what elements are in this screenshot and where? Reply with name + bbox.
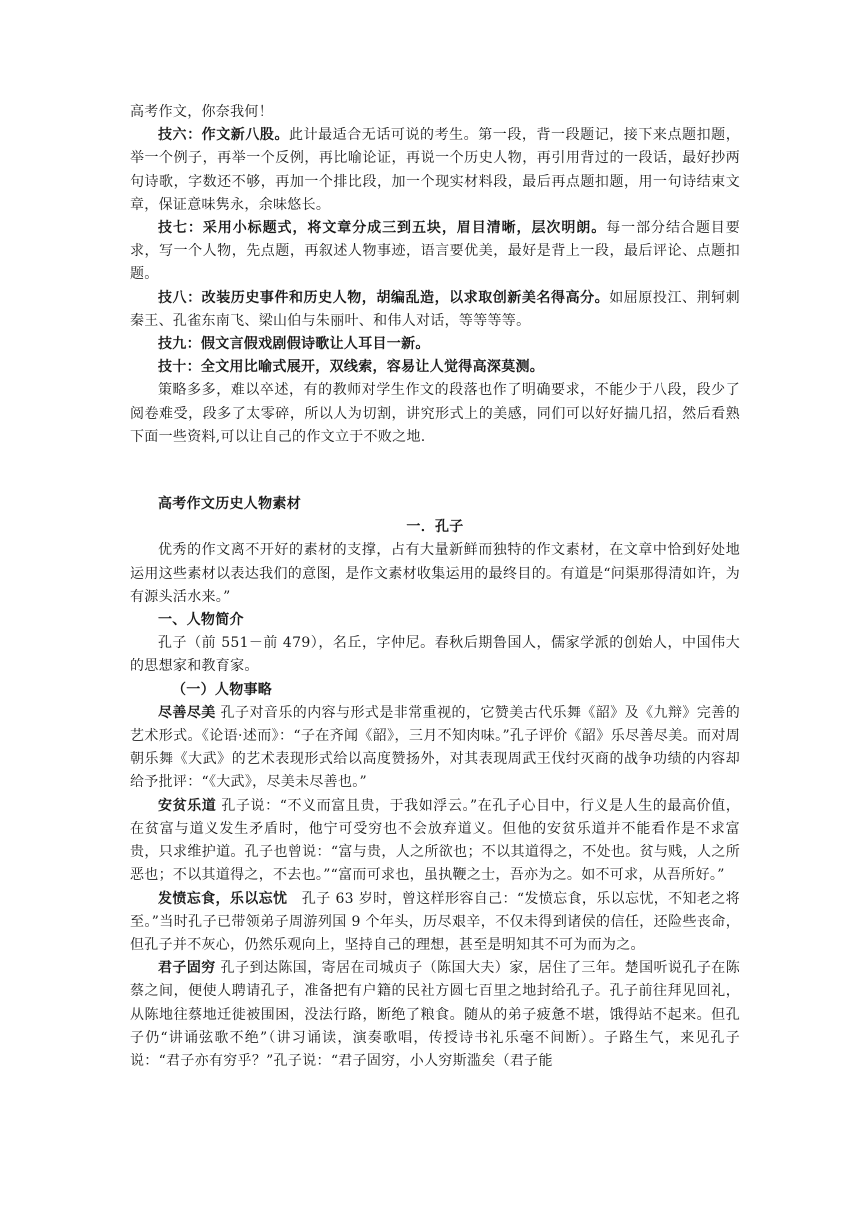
technique-7-text: 每一部分结合题目要求，写一个人物，先点题，再叙述人物事迹，语言要优美，最好是背上一段，最后评论、点题扣题。 bbox=[130, 220, 741, 283]
deed-hardship-text: 孔子到达陈国，寄居在司城贞子（陈国大夫）家，居住了三年。楚国听说孔子在陈蔡之间，便使人聘请孔子，准备把有户籍的民社方圆七百里之地封给孔子。孔子前往拜见回礼，从陈地往蔡地迁徙被围困，没法行路，断绝了粮食。随从的弟子疲惫不堪，饿得站不起来。但孔子仍“讲诵弦歌不绝”（讲习诵读，演奏歌唱，传授诗书礼乐毫不间断）。子路生气，来见孔子说：“君子亦有穷乎？”孔子说：“君子固穷，小人穷斯滥矣（君子能 bbox=[130, 960, 740, 1069]
deed-perfection-text: 孔子对音乐的内容与形式是非常重视的，它赞美古代乐舞《韶》及《九辩》完善的艺术形式。《论语·述而》：“子在齐闻《韶》，三月不知肉味。”孔子评价《韶》乐尽善尽美。而对周朝乐舞《大武》的艺术表现形式给以高度赞扬外，对其表现周武王伐纣灭商的战争功绩的内容却给予批评：“《大武》，尽美未尽善也。” bbox=[130, 704, 740, 791]
paragraph-deed-perfection bbox=[130, 702, 740, 795]
paragraph-technique-6 bbox=[130, 124, 740, 217]
technique-6-heading: 技六：作文新八股。 bbox=[158, 127, 290, 144]
paragraph-material-intro: 优秀的作文离不开好的素材的支撑，占有大量新鲜而独特的作文素材，在文章中恰到好处地运用这些素材以表达我们的意图，是作文素材收集运用的最终目的。有道是“问渠那得清如许，为有源头活水来。” bbox=[130, 542, 740, 605]
deed-perfection-heading: 尽善尽美 bbox=[158, 704, 216, 721]
paragraph-deed-poverty bbox=[130, 795, 740, 888]
paragraph-technique-9: 技九：假文言假戏剧假诗歌让人耳目一新。 bbox=[158, 336, 430, 353]
deed-hardship-heading: 君子固穷 bbox=[158, 960, 216, 977]
paragraph-profile: 孔子（前 551－前 479），名丘，字仲尼。春秋后期鲁国人，儒家学派的创始人，中国伟大的思想家和教育家。 bbox=[130, 635, 740, 675]
heading-deeds: （一）人物事略 bbox=[172, 681, 273, 698]
deed-diligence-heading: 发愤忘食，乐以忘忧 bbox=[158, 890, 288, 907]
paragraph-strategy-summary: 策略多多，难以卒述，有的教师对学生作文的段落也作了明确要求，不能少于八段，段少了阅卷难受，段多了太零碎，所以人为切割，讲究形式上的美感，同们可以好好揣几招，然后看熟下面一些资料,可以让自己的作文立于不败之地. bbox=[130, 382, 740, 445]
paragraph-deed-diligence bbox=[130, 888, 740, 958]
paragraph-technique-7 bbox=[130, 217, 740, 287]
deed-poverty-heading: 安贫乐道 bbox=[158, 797, 217, 814]
technique-7-heading: 技七：采用小标题式，将文章分成三到五块，眉目清晰，层次明朗。 bbox=[158, 220, 607, 237]
technique-8-text: 如屈原投江、荆轲刺秦王、孔雀东南飞、梁山伯与朱丽叶、和伟人对话，等等等等。 bbox=[130, 289, 740, 329]
section-gap bbox=[130, 449, 740, 493]
deed-diligence-text: 孔子 63 岁时，曾这样形容自己：“发愤忘食，乐以忘忧，不知老之将至。”当时孔子已带领弟子周游列国 9 个年头，历尽艰辛，不仅未得到诸侯的信任，还险些丧命，但孔子并不灰心，仍然乐观向上，坚持自己的理想，甚至是明知其不可为而为之。 bbox=[130, 890, 740, 953]
paragraph-technique-8 bbox=[130, 287, 740, 333]
technique-6-text: 此计最适合无话可说的考生。第一段，背一段题记，接下来点题扣题，举一个例子，再举一个反例，再比喻论证，再说一个历史人物，再引用背过的一段话，最好抄两句诗歌，字数还不够，再加一个排比段，加一个现实材料段，最后再点题扣题，用一句诗结束文章，保证意味隽永，余味悠长。 bbox=[130, 127, 740, 213]
deed-poverty-text: 孔子说：“不义而富且贵，于我如浮云。”在孔子心目中，行义是人生的最高价值，在贫富与道义发生矛盾时，他宁可受穷也不会放弃道义。但他的安贫乐道并不能看作是不求富贵，只求维护道。孔子也曾说：“富与贵，人之所欲也；不以其道得之，不处也。贫与贱，人之所恶也；不以其道得之，不去也。”“富而可求也，虽执鞭之士，吾亦为之。如不可求，从吾所好。” bbox=[130, 797, 740, 884]
paragraph-deed-hardship bbox=[130, 957, 740, 1073]
section-title: 高考作文历史人物素材 bbox=[158, 496, 301, 513]
section-subtitle: 一．孔子 bbox=[406, 519, 464, 536]
document-body bbox=[130, 101, 740, 1073]
paragraph-intro-line: 高考作文，你奈我何！ bbox=[130, 104, 273, 120]
technique-8-heading: 技八：改装历史事件和历史人物，胡编乱造，以求取创新美名得高分。 bbox=[158, 289, 610, 306]
paragraph-technique-10: 技十：全文用比喻式展开，双线索，容易让人觉得高深莫测。 bbox=[158, 359, 545, 376]
heading-profile: 一、人物简介 bbox=[158, 612, 244, 629]
